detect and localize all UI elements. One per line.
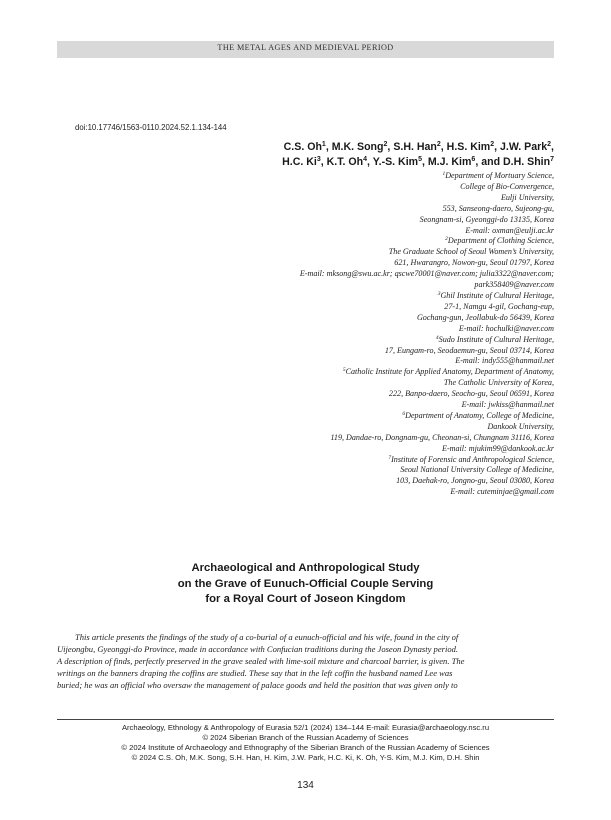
affiliation-text: park358409@naver.com [474, 280, 554, 290]
affiliation-line [300, 258, 554, 269]
affiliation-line [300, 236, 554, 247]
author-affiliation-mark: 2 [436, 141, 441, 148]
affiliation-line [300, 280, 554, 291]
affiliation-text: 621, Hwarangro, Nowon-gu, Seoul 01797, Korea [394, 258, 554, 268]
affiliation-text: Eulji University, [500, 192, 554, 202]
title-line: Archaeological and Anthropological Study [191, 562, 420, 574]
abstract-line: A description of finds, perfectly preserved in the grave sealed with lime-soil mixture and charcoal barrier, is given. The [57, 656, 465, 666]
affiliation-text: The Catholic University of Korea, [443, 378, 554, 388]
affiliation-line [300, 171, 554, 182]
affiliation-line [300, 204, 554, 215]
affiliation-line [300, 356, 554, 367]
affiliation-line [300, 302, 554, 313]
affiliation-line [300, 313, 554, 324]
affiliation-mark: 1 [442, 171, 446, 177]
affiliation-text: E-mail: mjukim99@dankook.ac.kr [442, 443, 554, 453]
author-line [282, 155, 554, 170]
affiliation-text: Seongnam-si, Gyeonggi-do 13135, Korea [419, 214, 554, 224]
author-separator: , and [475, 156, 503, 168]
affiliation-line [300, 455, 554, 466]
affiliation-mark: 2 [445, 236, 448, 243]
author-separator: , [367, 156, 373, 168]
affiliation-text: E-mail: hochulki@naver.com [458, 323, 554, 333]
author-affiliation-mark: 2 [490, 141, 495, 148]
author-separator: , [494, 141, 501, 153]
affiliation-line [300, 476, 554, 487]
affiliation-text: 222, Banpo-daero, Seocho-gu, Seoul 06591, Korea [388, 389, 554, 399]
affiliation-text: The Graduate School of Seoul Women’s University, [388, 247, 554, 257]
affiliation-text: E-mail: jwkiss@hanmail.net [461, 400, 554, 410]
abstract-line: This article presents the findings of the study of a co-burial of a eunuch-official and his wife, found in the city of [75, 632, 459, 642]
author-name: C.S. Oh [283, 141, 322, 153]
affiliation-line [300, 422, 554, 433]
title-line: on the Grave of Eunuch-Official Couple Serving [177, 577, 434, 590]
article-title [0, 561, 611, 608]
title-line: for a Royal Court of Joseon Kingdom [205, 593, 406, 605]
author-separator: , [325, 141, 332, 153]
author-name: H.S. Kim [446, 141, 491, 153]
affiliation-line [300, 367, 554, 378]
author-affiliation-mark: 5 [418, 156, 422, 163]
affiliation-line [300, 247, 554, 258]
authors-block [282, 140, 554, 170]
author-separator: , [551, 141, 554, 153]
author-affiliation-mark: 4 [363, 156, 368, 163]
author-affiliation-mark: 2 [547, 141, 552, 148]
affiliation-text: Gochang-gun, Jeollabuk-do 56439, Korea [416, 312, 554, 322]
affiliation-line [300, 215, 554, 226]
abstract-line: writings on the banners draping the coffins are studied. These say that in the left coffin the husband named Lee was [57, 668, 453, 678]
journal-footer [0, 723, 611, 763]
affiliation-line [300, 193, 554, 204]
affiliation-text: College of Bio-Convergence, [460, 181, 554, 191]
author-separator: , [421, 156, 428, 168]
affiliation-text: 553, Sanseong-daero, Sujeong-gu, [442, 203, 554, 213]
section-header-band [57, 41, 554, 58]
author-name: Y.-S. Kim [372, 156, 419, 168]
author-name: J.W. Park [500, 141, 548, 153]
affiliation-mark: 4 [435, 334, 439, 341]
affiliation-line [300, 411, 554, 422]
affiliation-text: Dankook University, [487, 421, 554, 431]
affiliation-line [300, 444, 554, 455]
affiliation-text: E-mail: indy555@hanmail.net [455, 356, 554, 366]
author-name: M.J. Kim [427, 156, 472, 168]
affiliation-text: E-mail: mksong@swu.ac.kr; qscwe70001@naver.com; julia3322@naver.com; [299, 269, 554, 279]
affiliation-text: 27-1, Namgu 4-gil, Gochang-eup, [444, 301, 554, 311]
affiliation-line [300, 389, 554, 400]
copyright-line: © 2024 Institute of Archaeology and Ethnography of the Siberian Branch of the Russian Academy of Sciences [121, 743, 490, 752]
affiliation-line [300, 378, 554, 389]
affiliation-text: E-mail: cuteminjae@gmail.com [450, 487, 554, 497]
affiliation-mark: 6 [402, 410, 406, 417]
author-name: H.C. Ki [282, 156, 317, 168]
author-separator: , [387, 141, 394, 153]
affiliation-line [300, 335, 554, 346]
author-affiliation-mark: 6 [471, 156, 476, 163]
copyright-line: © 2024 C.S. Oh, M.K. Song, S.H. Han, H. Kim, J.W. Park, H.C. Ki, K. Oh, Y-S. Kim, M.J. Kim, D.H. Shin [131, 753, 480, 762]
author-line [282, 140, 554, 155]
affiliation-line [300, 465, 554, 476]
affiliation-line [300, 487, 554, 498]
author-name: K.T. Oh [326, 156, 364, 168]
section-header-title: THE METAL AGES AND MEDIEVAL PERIOD [217, 43, 394, 52]
affiliation-text: 103, Daehak-ro, Jongno-gu, Seoul 03080, Korea [396, 476, 554, 486]
affiliation-mark: 7 [388, 454, 392, 461]
author-affiliation-mark: 2 [383, 141, 388, 148]
journal-citation: Archaeology, Ethnology & Anthropology of Eurasia 52/1 (2024) 134–144 E-mail: Eurasia@archaeology.nsc.ru [121, 723, 490, 732]
affiliation-mark: 3 [437, 290, 441, 297]
footer-divider [57, 719, 554, 720]
affiliation-line [300, 291, 554, 302]
page-number: 134 [297, 780, 314, 791]
affiliation-line [300, 346, 554, 357]
doi-text: doi:10.17746/1563-0110.2024.52.1.134-144 [75, 123, 227, 132]
affiliation-line [300, 182, 554, 193]
author-name: S.H. Han [393, 141, 437, 153]
author-affiliation-mark: 7 [550, 156, 554, 163]
affiliation-line [300, 400, 554, 411]
affiliation-line [300, 226, 554, 237]
author-separator: , [320, 156, 327, 168]
author-separator: , [440, 141, 447, 153]
affiliation-text: Department of Mortuary Science, [445, 171, 554, 180]
author-affiliation-mark: 3 [316, 156, 321, 163]
copyright-line: © 2024 Siberian Branch of the Russian Academy of Sciences [202, 733, 409, 742]
affiliation-text: Department of Clothing Science, [447, 236, 554, 246]
affiliation-text: Institute of Forensic and Anthropological Science, [391, 454, 554, 464]
affiliation-line [300, 269, 554, 280]
affiliation-text: Sudo Institute of Cultural Heritage, [438, 334, 554, 344]
abstract [57, 631, 554, 691]
affiliations-block [300, 171, 554, 498]
affiliation-text: 17, Eungam-ro, Seodaemun-gu, Seoul 03714, Korea [384, 345, 554, 355]
author-name: M.K. Song [331, 141, 384, 153]
affiliation-text: Catholic Institute for Applied Anatomy, Department of Anatomy, [345, 367, 554, 377]
affiliation-text: 119, Dandae-ro, Dongnam-gu, Cheonan-si, Chungnam 31116, Korea [330, 432, 554, 442]
affiliation-line [300, 433, 554, 444]
affiliation-text: E-mail: oxman@eulji.ac.kr [465, 225, 554, 235]
affiliation-text: Department of Anatomy, College of Medicine, [405, 410, 554, 420]
abstract-line: buried; he was an official who oversaw the management of palace goods and held the position that was given only to [57, 680, 458, 690]
author-affiliation-mark: 1 [321, 141, 326, 148]
affiliation-text: Ghil Institute of Cultural Heritage, [440, 290, 554, 300]
abstract-line: Uijeongbu, Gyeonggi-do Province, made in accordance with Confucian traditions during the Joseon Dynasty period. [57, 644, 459, 654]
affiliation-line [300, 324, 554, 335]
author-name: D.H. Shin [503, 156, 551, 168]
affiliation-mark: 5 [342, 367, 346, 374]
affiliation-text: Seoul National University College of Medicine, [400, 465, 554, 475]
